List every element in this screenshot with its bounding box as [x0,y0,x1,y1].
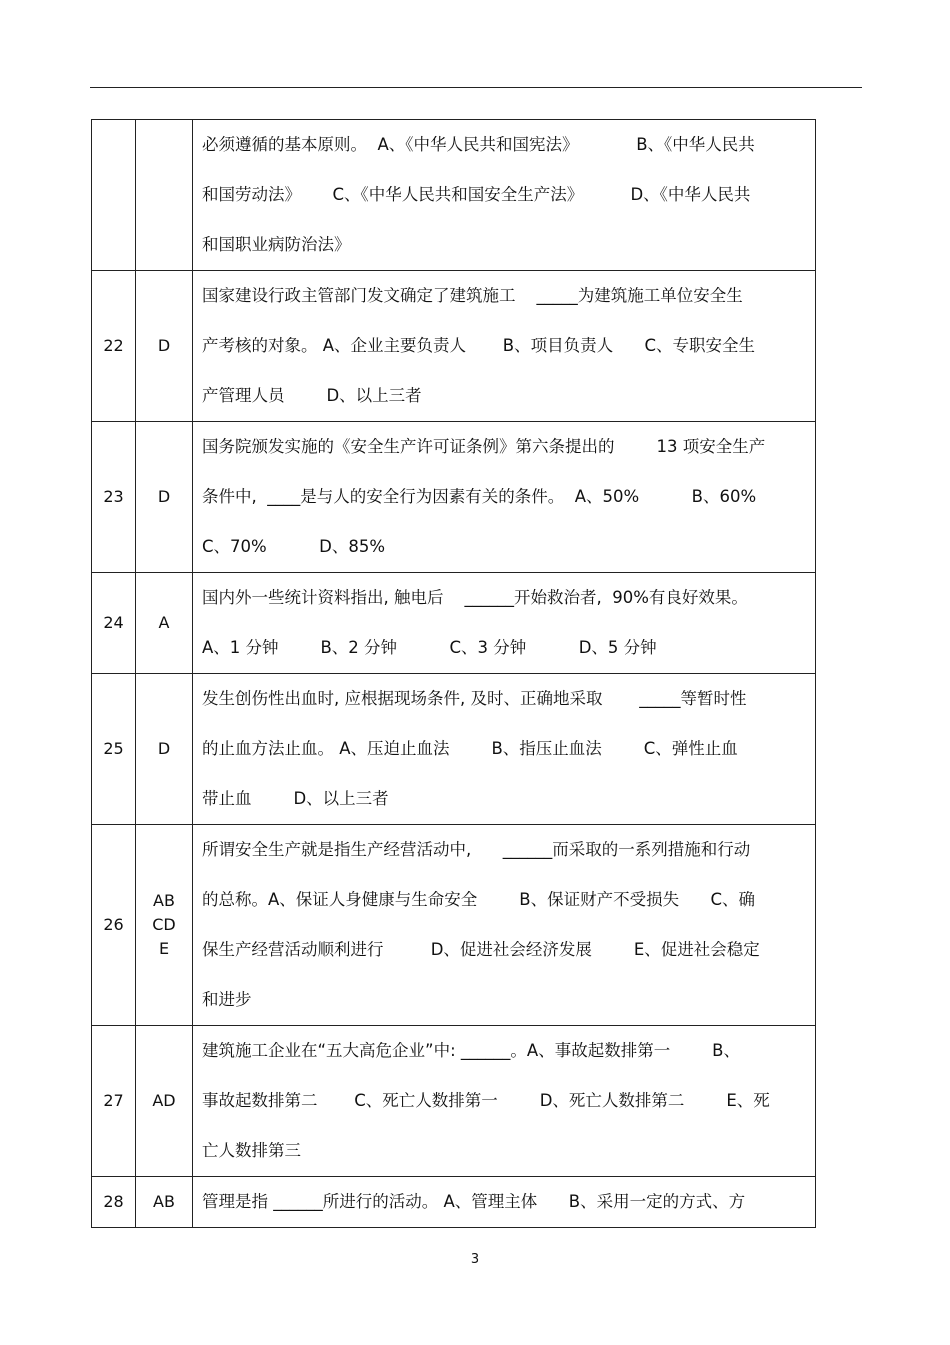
text-line: 亡人数排第三 [202,1141,301,1160]
answer [136,120,193,271]
question-number: 24 [92,573,136,674]
table-row [92,573,816,674]
text-line: 的止血方法止血。 A、压迫止血法 B、指压止血法 C、弹性止血 [202,739,738,758]
question-number: 22 [92,271,136,422]
table-row [92,1026,816,1177]
answer-line: AB [153,891,175,910]
answer: AB [136,1177,193,1228]
question-number: 25 [92,674,136,825]
text-line: C、70% D、85% [202,537,386,556]
text-line: 的总称。A、保证人身健康与生命安全 B、保证财产不受损失 C、确 [202,890,756,909]
answer-line: E [158,939,170,958]
text-line: 产管理人员 D、以上三者 [202,386,422,405]
text-line: 带止血 D、以上三者 [202,789,389,808]
question-number: 28 [92,1177,136,1228]
text-line: 所谓安全生产就是指生产经营活动中, ______而采取的一系列措施和行动 [202,840,751,859]
text-line: 和国劳动法》 C、《中华人民共和国安全生产法》 D、《中华人民共 [202,185,751,204]
table-row [92,422,816,573]
answer: AD [136,1026,193,1177]
page-number: 3 [470,1252,480,1267]
question-text [193,674,816,825]
question-number [92,120,136,271]
text-line: 建筑施工企业在“五大高危企业”中: ______。A、事故起数排第一 B、 [202,1041,740,1060]
text-line: 事故起数排第二 C、死亡人数排第一 D、死亡人数排第二 E、死 [202,1091,770,1110]
question-number: 27 [92,1026,136,1177]
question-number: 23 [92,422,136,573]
question-text [193,422,816,573]
question-text [193,120,816,271]
answer: A [136,573,193,674]
text-line: 保生产经营活动顺利进行 D、促进社会经济发展 E、促进社会稳定 [202,940,760,959]
table-row [92,271,816,422]
question-text [193,825,816,1026]
text-line: A、1 分钟 B、2 分钟 C、3 分钟 D、5 分钟 [202,638,657,657]
question-text [193,1177,816,1228]
table-row [92,674,816,825]
table-row [92,1177,816,1228]
question-number: 26 [92,825,136,1026]
text-line: 产考核的对象。 A、企业主要负责人 B、项目负责人 C、专职安全生 [202,336,756,355]
text-line: 和进步 [202,990,252,1009]
answer-line: CD [152,915,176,934]
answer: D [136,271,193,422]
table-row [92,120,816,271]
text-line: 国家建设行政主管部门发文确定了建筑施工 _____为建筑施工单位安全生 [202,286,743,305]
text-line: 条件中, ____是与人的安全行为因素有关的条件。 A、50% B、60% [202,487,757,506]
header-rule [90,87,862,88]
text-line: 国务院颁发实施的《安全生产许可证条例》第六条提出的 13 项安全生产 [202,437,766,456]
text-line: 发生创伤性出血时, 应根据现场条件, 及时、正确地采取 _____等暂时性 [202,689,747,708]
text-line: 国内外一些统计资料指出, 触电后 ______开始救治者, 90%有良好效果。 [202,588,748,607]
answer: D [136,422,193,573]
text-line: 和国职业病防治法》 [202,235,351,254]
answer: D [136,674,193,825]
text-line: 必须遵循的基本原则。 A、《中华人民共和国宪法》 B、《中华人民共 [202,135,755,154]
question-table [91,119,816,1228]
question-text [193,271,816,422]
question-text [193,1026,816,1177]
question-text [193,573,816,674]
text-line: 管理是指 ______所进行的活动。 A、管理主体 B、采用一定的方式、方 [202,1192,746,1211]
table-row [92,825,816,1026]
answer [136,825,193,1026]
